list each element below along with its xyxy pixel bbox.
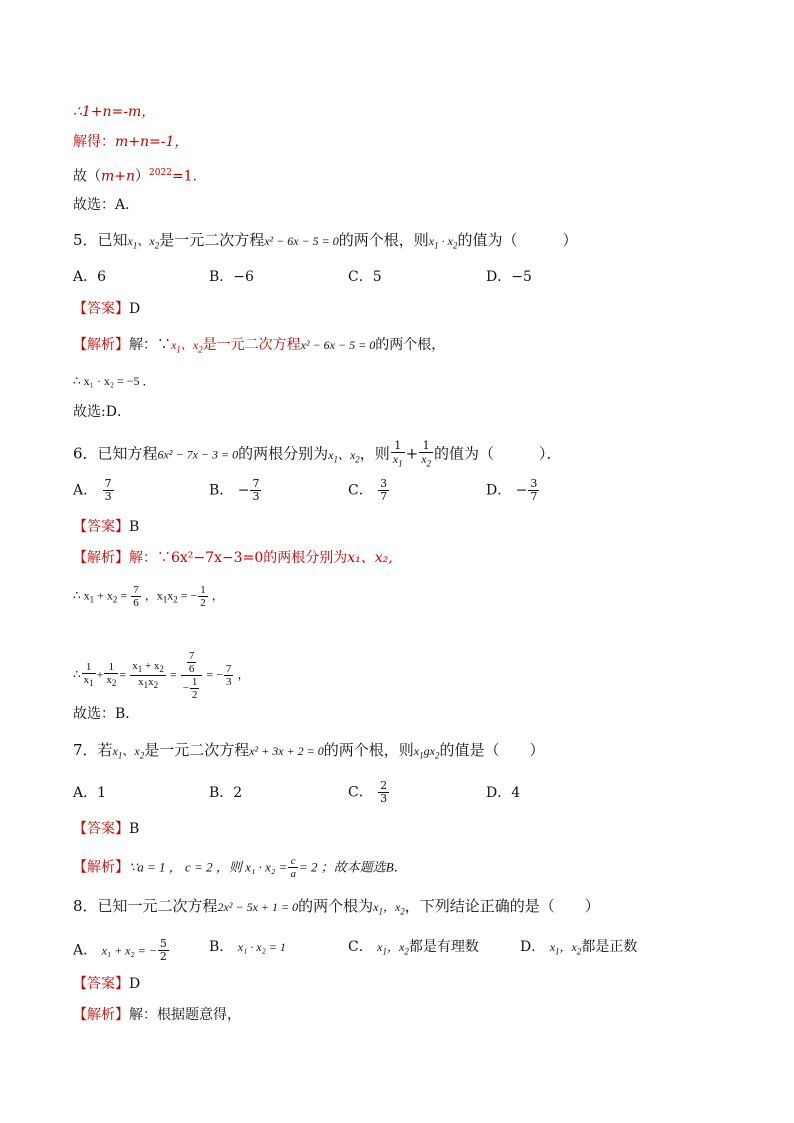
solution-line: 故$(m+n)^{2022}=1$． bbox=[73, 168, 207, 185]
analysis-step: ∴ $\frac{1}{x_1}$ + $\frac{1}{x_2}$ = $\frac{x_1 + x_2}{x_1x_2}$ = $\frac{7}{6}$ − $\frac{1}{2}$ = − $\frac{7}{3}$ ， bbox=[73, 650, 250, 701]
option-a: A． $\frac{7}{3}$ bbox=[73, 477, 112, 503]
option-d: D． $x_1$，$x_2$都是正数 bbox=[520, 939, 638, 957]
option-a: A．6 bbox=[73, 269, 107, 285]
option-d: D．−5 bbox=[486, 269, 532, 285]
answer-line: 【答案】B bbox=[73, 821, 140, 837]
question-8-stem: 8．已知一元二次方程2x² − 5x + 1 = 0的两个根为$x_1$，$x_2$，下列结论正确的是（ ） bbox=[73, 897, 600, 917]
answer-line: 【答案】D bbox=[73, 976, 141, 992]
option-c: C．5 bbox=[348, 269, 382, 285]
answer-line: 【答案】D bbox=[73, 301, 141, 317]
question-7-stem: 7．若$x_1$、$x_2$是一元二次方程x² + 3x + 2 = 0的两个根，则$x_1gx_2$的值是（ ） bbox=[73, 741, 545, 761]
question-5-stem: 5．已知$x_1$、$x_2$是一元二次方程x² − 6x − 5 = 0的两个根，则$x_1 \cdot x_2$的值为（ ） bbox=[73, 231, 578, 251]
option-a: A． x₁ + x₂ = − $\frac{5}{2}$ bbox=[73, 937, 167, 963]
analysis-step: ∴ $x_1 + x_2$ = $\frac{7}{6}$ ，$x_1x_2$ = − $\frac{1}{2}$ ， bbox=[73, 584, 224, 609]
option-b: B． − $\frac{7}{3}$ bbox=[209, 477, 260, 503]
solution-line: 故选：A． bbox=[73, 197, 140, 213]
question-6-stem: 6．已知方程6x² − 7x − 3 = 0的两根分别为$x_1$、$x_2$，则 $\frac{1}{x_1}$ + $\frac{1}{x_2}$ 的值为（ ）． bbox=[73, 439, 562, 469]
option-d: D．4 bbox=[486, 785, 521, 801]
answer-line: 【答案】B bbox=[73, 519, 140, 535]
option-b: B．2 bbox=[209, 785, 243, 801]
option-b: B． x₁ · x₂ = 1 bbox=[209, 939, 286, 955]
solution-line: 解得：m+n=-1， bbox=[73, 134, 189, 150]
choose-line: 故选：B． bbox=[73, 706, 140, 722]
option-b: B．−6 bbox=[209, 269, 254, 285]
solution-line: ∴1+n=-m， bbox=[73, 104, 156, 120]
analysis-line: 【解析】解：$\because x_1$、$x_2$是一元二次方程x² − 6x − 5 = 0的两个根， bbox=[73, 337, 446, 355]
option-c: C． $x_1$，$x_2$都是有理数 bbox=[348, 939, 479, 957]
option-a: A．1 bbox=[73, 785, 107, 801]
option-c: C． $\frac{3}{7}$ bbox=[348, 477, 388, 503]
option-d: D． − $\frac{3}{7}$ bbox=[486, 477, 538, 503]
choose-line: 故选:D． bbox=[73, 404, 131, 420]
analysis-line: 【解析】解：∵6x²−7x−3=0的两根分别为x₁、x₂, bbox=[73, 550, 393, 566]
analysis-line: 【解析】解：根据题意得， bbox=[73, 1007, 241, 1023]
analysis-line: 【解析】∵a = 1 ， c = 2 ，则 x₁ · x₂ = $\frac{c}{a}$ = 2 ；故本题选B． bbox=[73, 855, 407, 880]
option-c: C． $\frac{2}{3}$ bbox=[348, 779, 388, 805]
analysis-step: ∴ x₁ · x₂ = −5 ． bbox=[73, 374, 155, 388]
